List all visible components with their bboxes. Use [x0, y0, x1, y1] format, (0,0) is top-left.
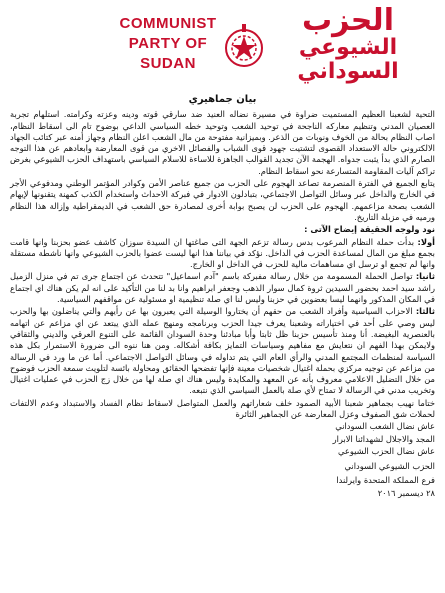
logo-arabic-text — [256, 3, 440, 90]
logo-ar-line2: الشيوعي — [298, 35, 398, 60]
logo-en-line2: PARTY OF — [128, 35, 208, 52]
signature-branch: فرع المملكة المتحدة وايرلندا — [336, 474, 435, 485]
logo-english-text — [108, 14, 228, 74]
logo-ar-line1: الحزب — [302, 3, 394, 38]
slogan: المجد والاجلال لشهدائنا الابرار — [332, 433, 435, 444]
slogan: عاش نضال الشعب السوداني — [335, 421, 435, 432]
intro-paragraph: يتابع الجميع في الفترة المنصرمة تصاعد الهجوم على الحزب من جميع عناصر الأمن وكوادر المؤتمر الوطني ومدفوعي الأجر في الخارج والداخل عبر وسائل التواصل الاجتماعي، بتبادلون الادوار في فبركة الاحداث واستخدام الكذب كمهنة يتقنونها لإيهام الشعب بصحة مزاعمهم. الهجوم على الحزب لن يصبح بوابة أخرى لمصادرة حق الشعب في الديمقراطية وإزالة هذا النظام ورميه في مزبلة التاريخ. — [10, 178, 435, 222]
point-item — [10, 237, 435, 271]
signature-block — [10, 461, 435, 499]
clarification-heading: نود ولوجه الحقيقة إيضاح الآتى : — [304, 224, 435, 235]
point-text: الاحزاب السياسية وأفراد الشعب من حقهم أن يختاروا الوسيلة التي يعبرون بها عن رأيهم والتي يناضلون بها والحزب ليس وصي على أحد في اختياراته وشعبنا يعرف جيدا الحزب وبرنامجه ومنهج عمله الذي يبتعد عن اي مزاعم عن اتهامه بالعنصرية البغيضة. أنا ومنذ تأسيس حزبنا ظل ثابتا وأبا مبادئنا وحدة السودان القائمة على التنوع العرقي والديني والثقافي ولايمكن بهذا الفهم ان نتعايش مع مفاهيم وسياسات التمايز بكافة أشكاله. ومن هنا ننوه الى ضرورة الاستمرار بكل هذه السياسة لمنظمات المجتمع المدني والرأي العام التي يتم تداوله في وسائل التواصل الاجتماعي. أما عن ما ورد في الرسالة من مزاعم عن توجيه مركزي بحملة اغتيال شخصيات معينة فإنها تفضحها الحقائق ومحاولة بائسة لتلويث سمعة الحزب فوضوح من خلال التضليل الاعلامي معروف بأنه عن المعهد والمكايدة وليس هناك اي صلة لها من خلال زج الحزب في عمليات اغتيال وتخريب مدني في الرسالة لا تمتاح لأي صلة بالعمل السياسي الذي نتبعه. — [10, 306, 435, 396]
slogan: عاش نضال الحزب الشيوعي — [337, 445, 435, 456]
logo-ar-line3: السوداني — [297, 59, 399, 84]
point-label: أولا: — [417, 236, 436, 247]
point-text: بدأت حملة النظام المرعوب بدس رسالة تزعم الجهة التى صاغتها ان السيدة سوزان كاشف عضو بحزبنا وانها قامت بجمع مبلغ من المال لمساعدة الحزب في الداخل. نؤكد في بياننا هذا انها ليست عضوا بالحزب الشيوعي وانها ناشطة مستقلة وانها لم تجمع او ترسل اي مساهمات مالية للحزب في الداخل او الخارج. — [10, 236, 435, 270]
point-label: ثالثا: — [415, 306, 435, 317]
point-text: تواصل الحملة المسمومة من خلال رسالة مفبركة باسم "آدم اسماعيل" تتحدث عن اجتماع جرى تم في منزل الزميل راشد سيد احمد بحضور السيدين ثروة كمال سوار الذهب وجعفر ابراهيم وانا بد لنا من التأكيد على انه لم يكن هناك اي اجتماع في المكان المذكور وانهما ليسا بعضوين في حزبنا وليس لنا اي صلة تنظيمية او مسئولية عن مواقفهم السياسية. — [10, 271, 435, 305]
signature-org: الحزب الشيوعي السوداني — [344, 461, 435, 472]
intro-paragraph: التحية لشعبنا العظيم المستميت ضراوة في مسيرة نضاله العنيد ضد سارقي قوته ودينه وعزته وكرامته. استلهام تجربة العصيان المدني وتنظيم معاركه الناجحة في توحيد الشعب وتوحيد خطه السياسي الداعي بوضوح تام الى اسقاط النظام، اصاب النظام بحالة من الخوف ونوبات من الذعر. وبميزانية مفتوحة من مال الشعب اعلن النظام وجهاز أمنه عبر كتائب الجهاد الالكتروني حالة الاستعداد القصوى لتشتيت جهود قوى الشباب والفصائل الاخري من قوى المعارضة وابعادهم عن هذا التوجه الصارم الذي بدأ يثبت جدواه. الهجمة الآن تجديد القوالب الجاهزة للاساءة للاسلام السياسي باستهداف الحزب الشيوعي بغرض تراكم آليات المقاومة المتسارعة نحو اسقاط النظام. — [10, 109, 435, 176]
statement-body — [10, 94, 435, 499]
logo-en-line3: SUDAN — [140, 55, 196, 72]
point-label: ثانيا: — [415, 271, 435, 282]
closing-paragraph: ختاما نهيب بجماهير شعبنا الأبية الصمود خلف شعاراتهم والعمل المتواصل لاسقاط نظام الفساد والاستبداد وعدم الالتفات لحملات شق الصفوف وعزل المعارضة عن الجماهير الثائرة — [10, 397, 435, 420]
letterhead — [10, 0, 435, 92]
statement-title: بيان جماهيري — [188, 94, 257, 105]
point-item — [10, 306, 435, 396]
signature-date: ٢٨ ديسمبر ٢٠١٦ — [377, 487, 435, 498]
logo-en-line1: COMMUNIST — [119, 15, 217, 32]
point-item — [10, 271, 435, 305]
